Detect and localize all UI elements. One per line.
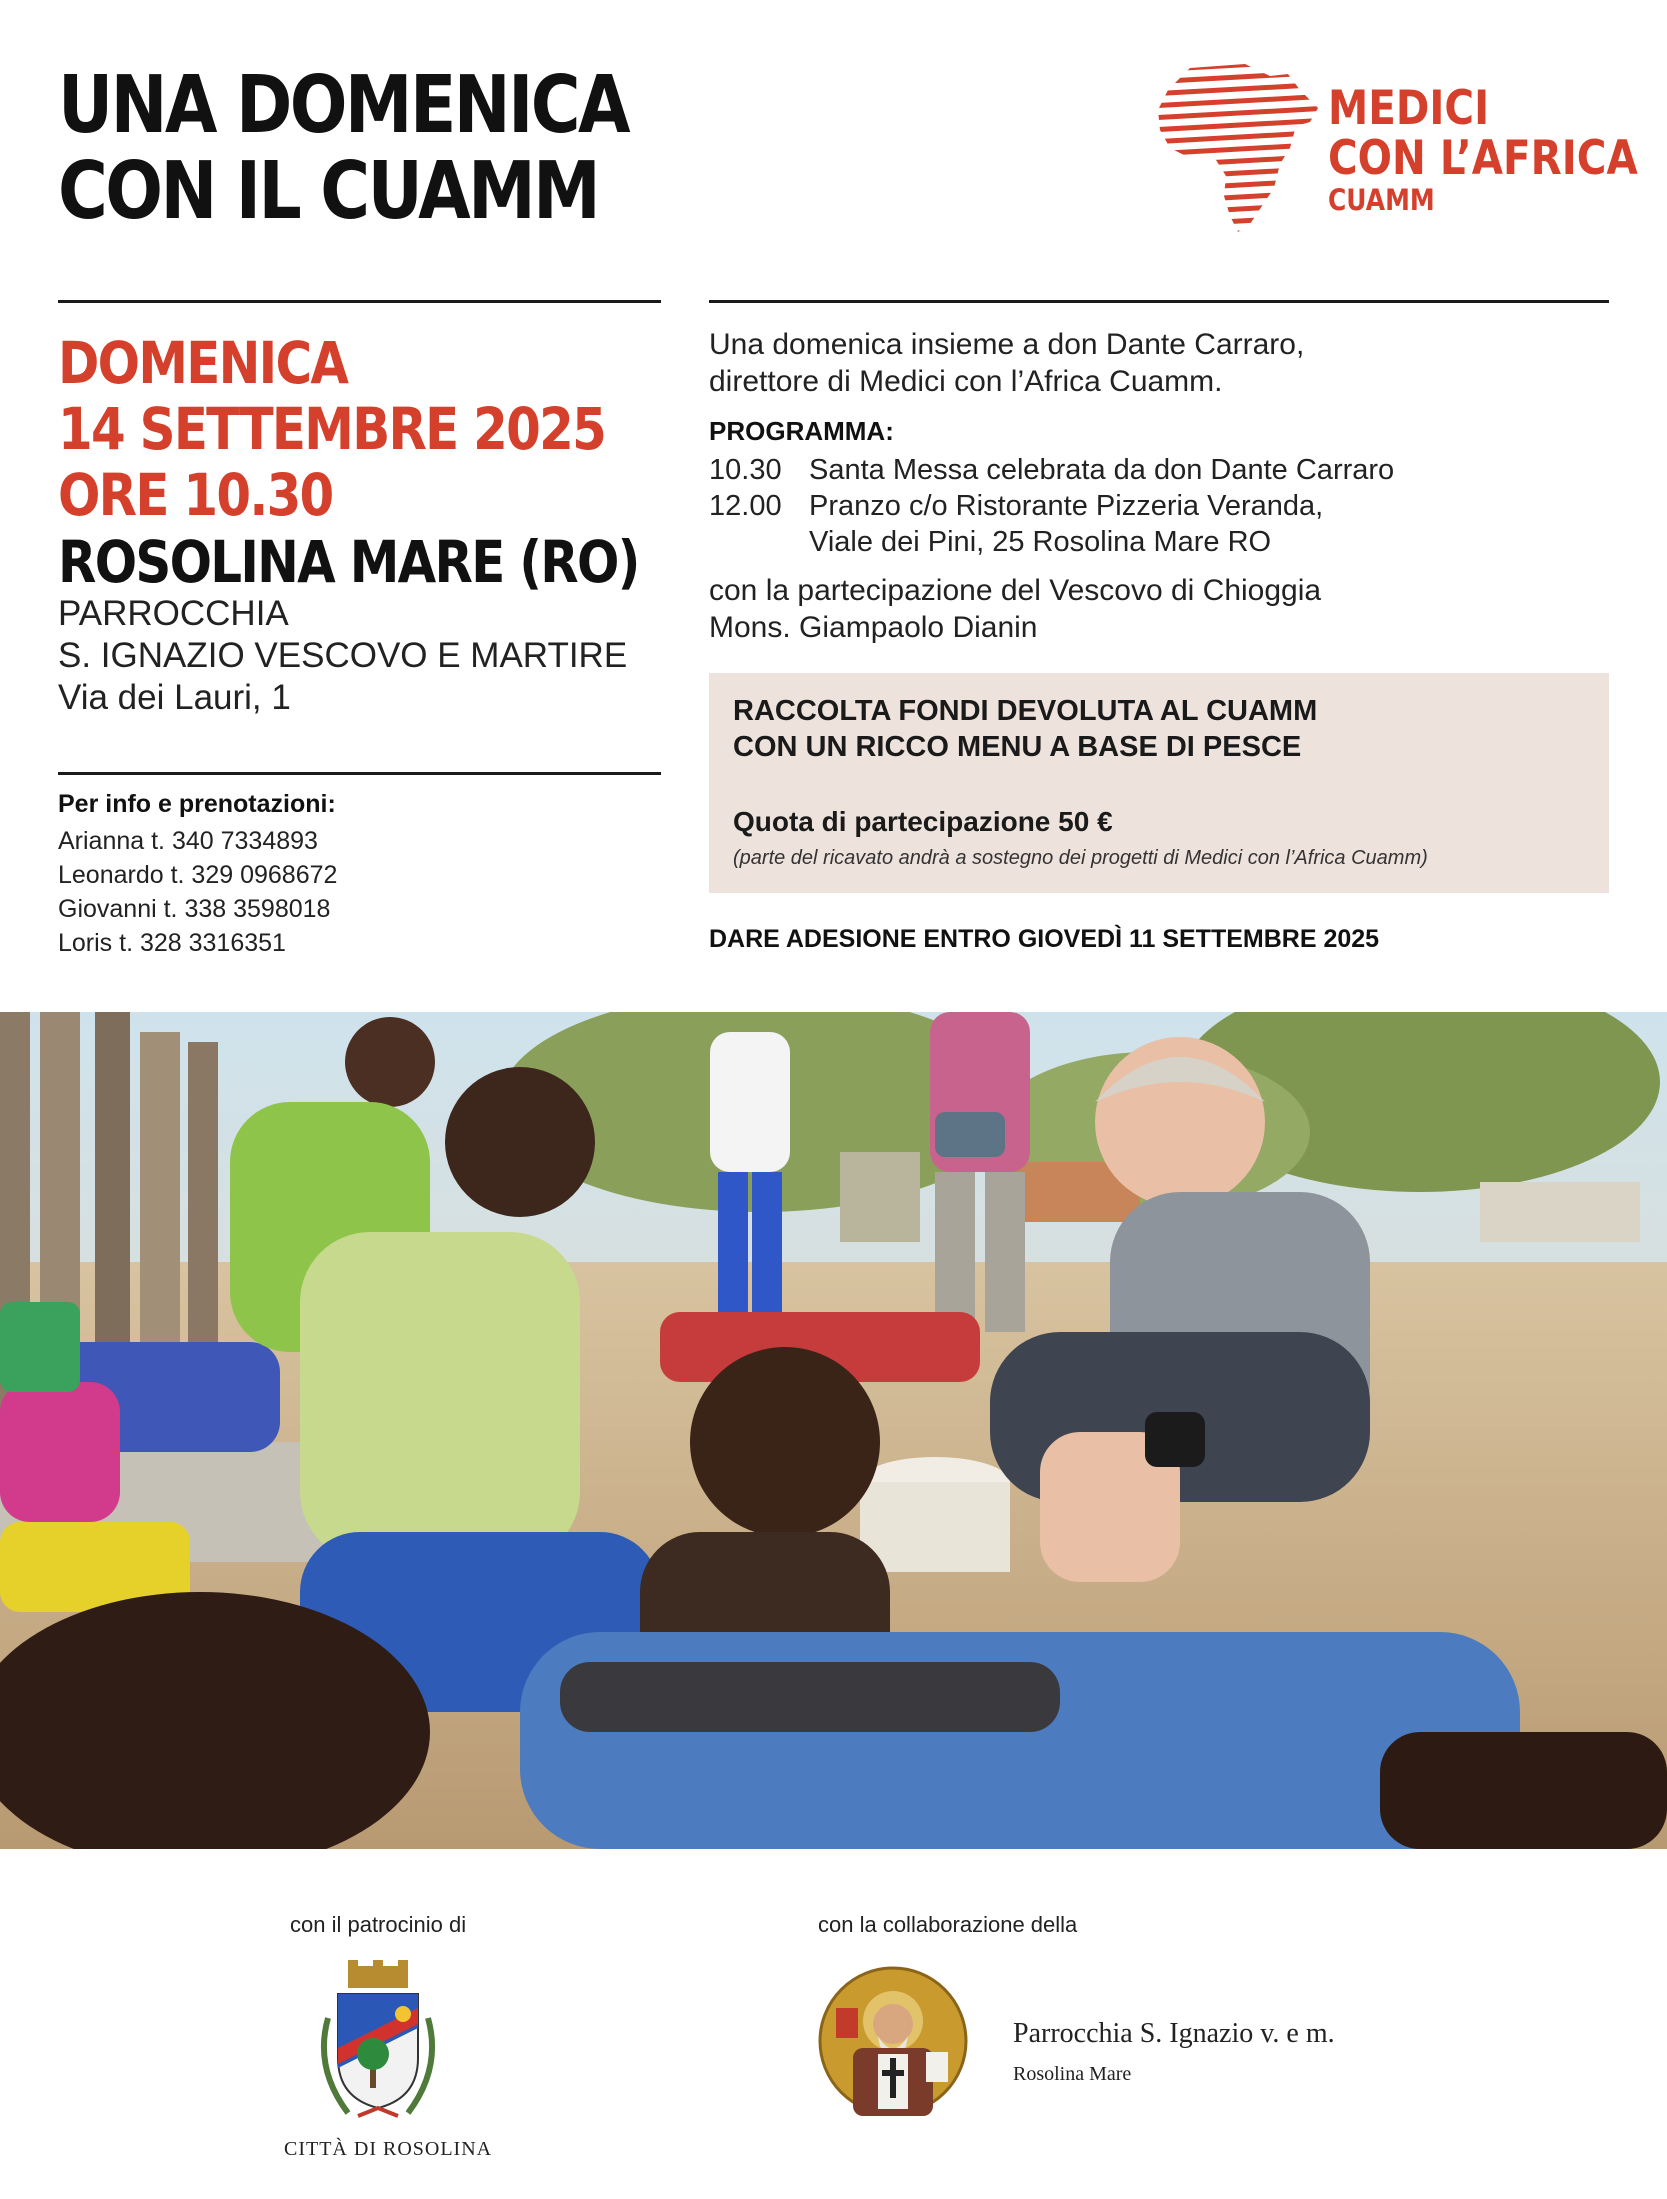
- page-title-line2: CON IL CUAMM: [58, 145, 599, 237]
- venue-line2: S. IGNAZIO VESCOVO E MARTIRE: [58, 636, 628, 675]
- programma-time: 10.30: [709, 454, 782, 486]
- programma-time: [709, 524, 809, 560]
- programma-list: [709, 452, 1609, 560]
- parish-name: Parrocchia S. Ignazio v. e m.: [1013, 2018, 1335, 2049]
- parish-place: Rosolina Mare: [1013, 2063, 1132, 2085]
- contact-item: Arianna t. 340 7334893: [58, 827, 318, 855]
- guest-line2: Mons. Giampaolo Dianin: [709, 611, 1038, 644]
- page-title: [58, 59, 629, 237]
- event-time: ORE 10.30: [58, 461, 333, 529]
- logo-line3: CUAMM: [1328, 183, 1435, 217]
- fundraiser-box: [709, 673, 1609, 893]
- contact-list: [58, 824, 337, 960]
- logo-line2: CON L’AFRICA: [1328, 131, 1638, 186]
- event-photo: [0, 1012, 1667, 1849]
- intro-line1: Una domenica insieme a don Dante Carraro,: [709, 328, 1305, 361]
- contact-item: Giovanni t. 338 3598018: [58, 895, 331, 923]
- divider-left-info: [58, 772, 661, 775]
- venue-line3: Via dei Lauri, 1: [58, 678, 291, 717]
- event-venue: [58, 593, 627, 719]
- fundraiser-title-line2: CON UN RICCO MENU A BASE DI PESCE: [733, 731, 1302, 763]
- event-place: ROSOLINA MARE (RO): [58, 528, 639, 596]
- intro-line2: direttore di Medici con l’Africa Cuamm.: [709, 365, 1223, 398]
- venue-line1: PARROCCHIA: [58, 594, 289, 633]
- photo-scene: [0, 1012, 1667, 1849]
- programma-time: 12.00: [709, 490, 782, 522]
- saint-icon: [818, 1966, 968, 2116]
- programma-item: [709, 524, 1609, 560]
- cuamm-logo: [1150, 56, 1638, 246]
- info-heading: Per info e prenotazioni:: [58, 790, 336, 818]
- guest-text: [709, 572, 1609, 646]
- guest-line1: con la partecipazione del Vescovo di Chioggia: [709, 574, 1322, 607]
- fundraiser-title: [733, 693, 1317, 765]
- logo-line1: MEDICI: [1328, 81, 1490, 136]
- africa-map-icon: [1150, 56, 1330, 246]
- programma-heading: PROGRAMMA:: [709, 416, 894, 446]
- programma-text: Pranzo c/o Ristorante Pizzeria Veranda,: [809, 490, 1324, 522]
- intro-text: [709, 326, 1609, 400]
- registration-deadline: DARE ADESIONE ENTRO GIOVEDÌ 11 SETTEMBRE 2025: [709, 925, 1380, 953]
- event-date: 14 SETTEMBRE 2025: [58, 395, 606, 463]
- page-title-line1: UNA DOMENICA: [58, 59, 629, 151]
- programma-text: Viale dei Pini, 25 Rosolina Mare RO: [809, 526, 1272, 558]
- event-datetime: [58, 330, 605, 528]
- city-name: CITTÀ DI ROSOLINA: [284, 2138, 493, 2160]
- city-crest-icon: [308, 1958, 448, 2128]
- patron-label: con il patrocinio di: [290, 1912, 467, 1937]
- contact-item: Leonardo t. 329 0968672: [58, 861, 338, 889]
- collab-label: con la collaborazione della: [818, 1912, 1078, 1937]
- logo-text: [1328, 81, 1638, 217]
- fundraiser-title-line1: RACCOLTA FONDI DEVOLUTA AL CUAMM: [733, 695, 1318, 727]
- fundraiser-quota: Quota di partecipazione 50 €: [733, 806, 1113, 837]
- fundraiser-note: (parte del ricavato andrà a sostegno dei progetti di Medici con l’Africa Cuamm): [733, 847, 1428, 869]
- event-day: DOMENICA: [58, 329, 348, 397]
- programma-text: Santa Messa celebrata da don Dante Carraro: [809, 454, 1395, 486]
- divider-left-top: [58, 300, 661, 303]
- divider-right-top: [709, 300, 1609, 303]
- programma-item: [709, 488, 1609, 524]
- contact-item: Loris t. 328 3316351: [58, 929, 286, 957]
- programma-item: [709, 452, 1609, 488]
